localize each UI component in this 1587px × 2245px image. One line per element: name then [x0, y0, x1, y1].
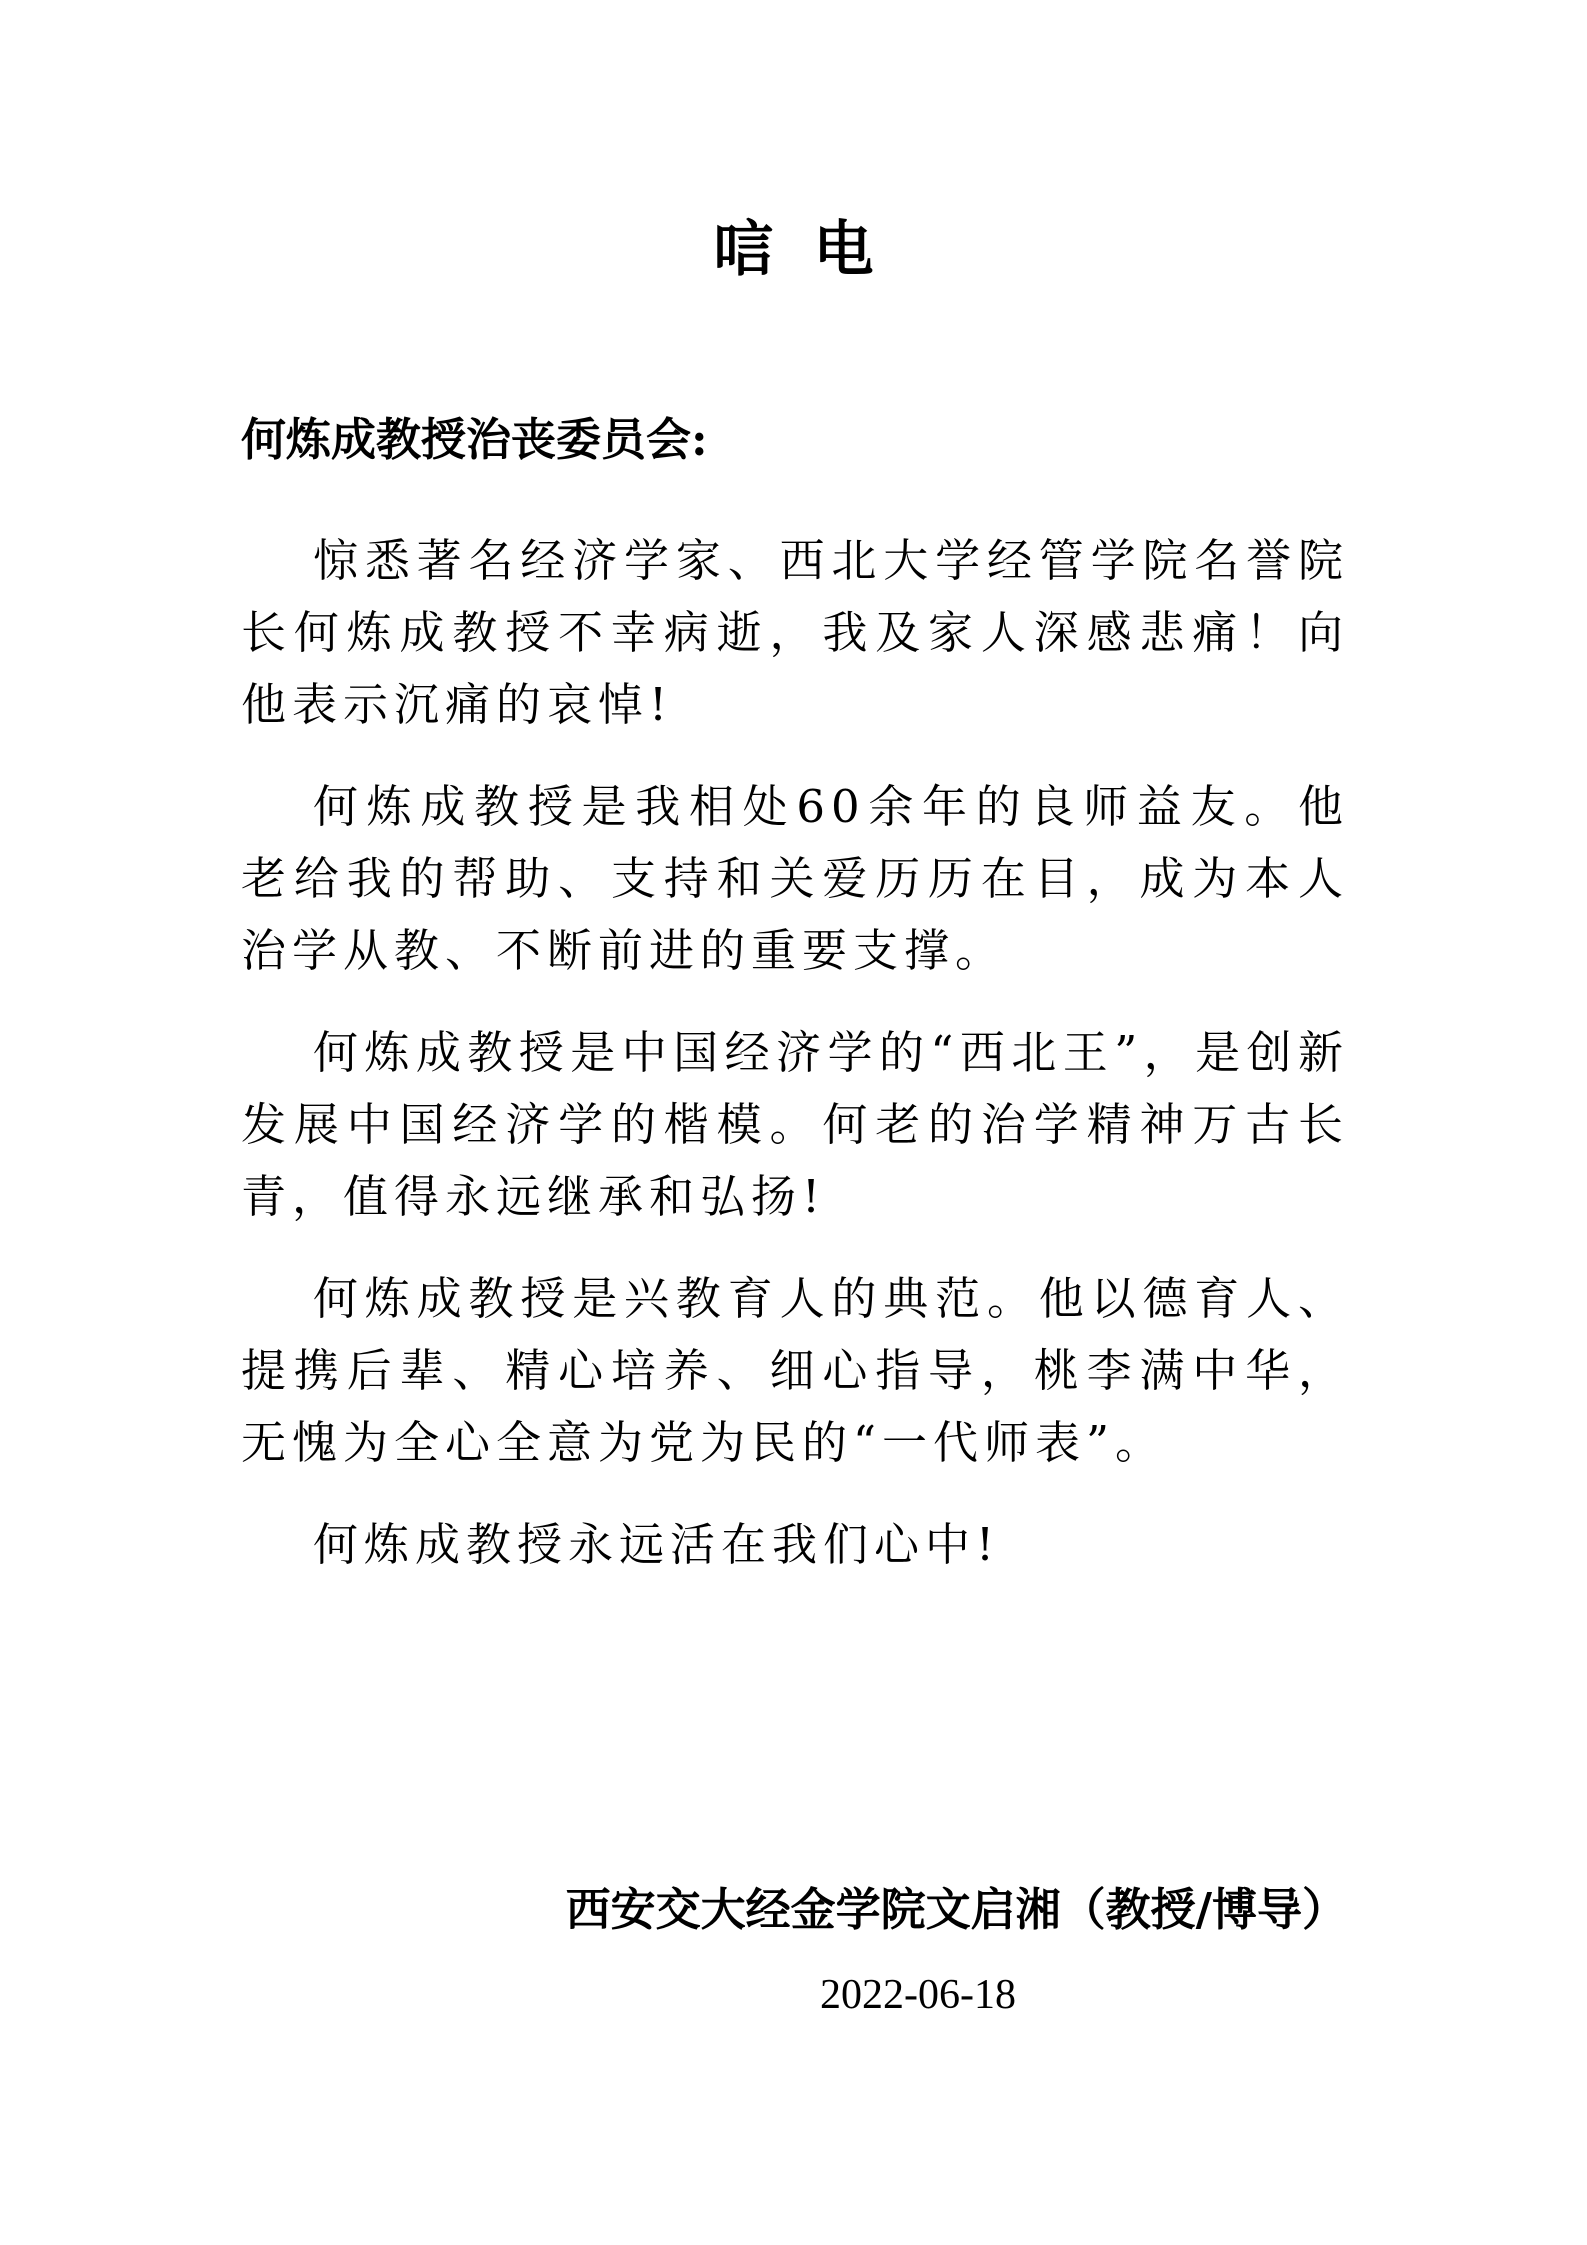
date: 2022-06-18	[820, 1972, 1016, 2018]
body-paragraph: 何炼成教授是我相处60余年的良师益友。他老给我的帮助、支持和关爱历历在目，成为本人治学从教、不断前进的重要支撑。	[241, 780, 1349, 977]
body-paragraph: 何炼成教授是兴教育人的典范。他以德育人、提携后辈、精心培养、细心指导，桃李满中华，无愧为全心全意为党为民的“一代师表”。	[241, 1272, 1349, 1469]
letter-body	[241, 525, 1349, 1611]
signature: 西安交大经金学院文启湘（教授/博导）	[565, 1883, 1347, 1936]
body-paragraph: 何炼成教授永远活在我们心中!	[313, 1518, 1001, 1571]
body-paragraph: 何炼成教授是中国经济学的“西北王”，是创新发展中国经济学的楷模。何老的治学精神万古长青，值得永远继承和弘扬!	[241, 1026, 1349, 1223]
page-title: 唁电	[713, 215, 914, 285]
body-paragraph: 惊悉著名经济学家、西北大学经管学院名誉院长何炼成教授不幸病逝，我及家人深感悲痛！向他表示沉痛的哀悼!	[241, 534, 1349, 731]
salutation: 何炼成教授治丧委员会:	[241, 413, 708, 466]
